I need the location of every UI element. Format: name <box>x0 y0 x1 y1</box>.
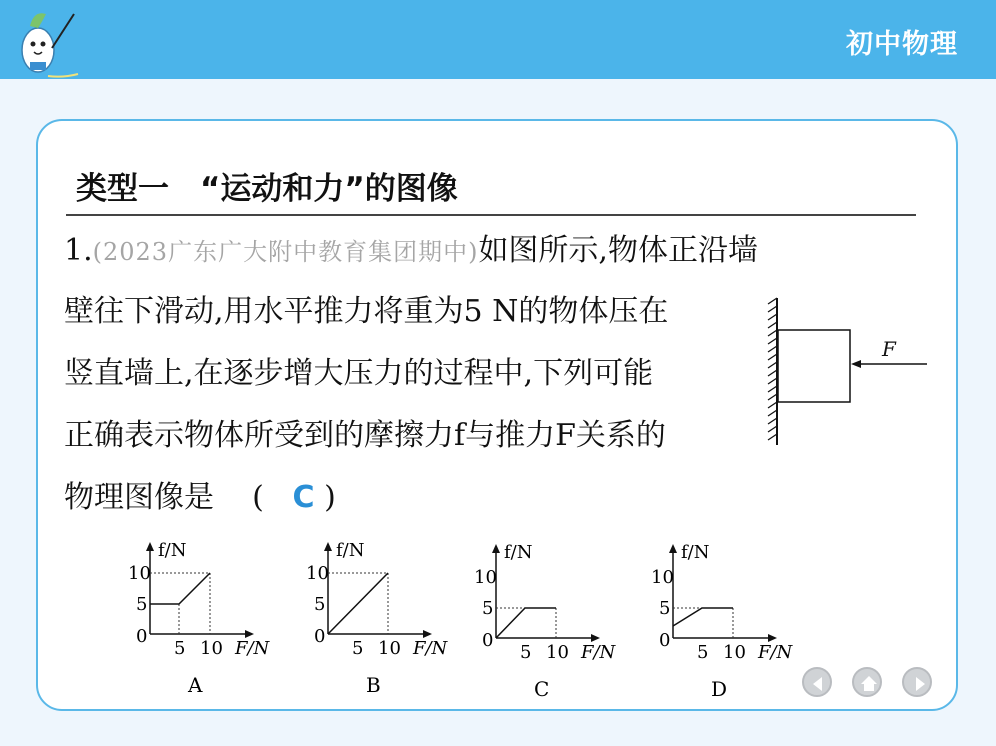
graph-a-xtick-5: 5 <box>174 638 186 659</box>
graph-d-ytick-10: 10 <box>651 567 674 588</box>
graph-c-xtick-5: 5 <box>520 642 532 663</box>
graph-b-ytick-0: 0 <box>314 626 326 647</box>
graph-d-xtick-5: 5 <box>697 642 709 663</box>
question-text-5: 物理图像是 <box>64 480 214 515</box>
graph-b-ytick-10: 10 <box>306 563 329 584</box>
graph-b-ytick-5: 5 <box>314 594 326 615</box>
question-source: (2023广东广大附中教育集团期中) <box>92 238 479 266</box>
graph-d-ylabel: f/N <box>681 542 710 563</box>
graph-d-ytick-5: 5 <box>659 598 671 619</box>
title-divider <box>66 214 916 216</box>
header-bar <box>0 0 996 79</box>
block <box>778 330 850 402</box>
graph-b-xtick-10: 10 <box>378 638 401 659</box>
graph-c-xlabel: F/N <box>581 642 616 663</box>
graph-b-ylabel: f/N <box>336 540 365 561</box>
home-icon <box>854 669 884 699</box>
graph-a-ylabel: f/N <box>158 540 187 561</box>
graph-b-xlabel: F/N <box>413 638 448 659</box>
graph-b-label: B <box>366 673 381 697</box>
graph-b-curve <box>328 573 388 634</box>
subject-title: 初中物理 <box>846 29 958 60</box>
force-label: F <box>882 337 896 361</box>
graph-c-curve <box>496 608 556 638</box>
graph-c-ytick-5: 5 <box>482 598 494 619</box>
next-button[interactable] <box>902 667 932 697</box>
graph-c-ytick-0: 0 <box>482 630 494 651</box>
graph-c-xtick-10: 10 <box>546 642 569 663</box>
answer-bracket-close: ) <box>324 480 336 515</box>
graph-d-label: D <box>711 677 728 701</box>
section-title: 类型一 “运动和力”的图像 <box>76 171 458 207</box>
graph-d-curve <box>673 608 733 626</box>
graph-b-xtick-5: 5 <box>352 638 364 659</box>
question-text-1: 如图所示,物体正沿墙 <box>478 233 758 268</box>
mascot-logo-icon <box>8 2 88 82</box>
graph-c-ylabel: f/N <box>504 542 533 563</box>
next-icon <box>904 669 934 699</box>
wall-hatching <box>768 298 777 440</box>
graph-c <box>466 536 626 706</box>
graph-a-ytick-5: 5 <box>136 594 148 615</box>
prev-icon <box>804 669 834 699</box>
graph-d-xtick-10: 10 <box>723 642 746 663</box>
home-button[interactable] <box>852 667 882 697</box>
graph-b <box>298 534 458 704</box>
question-line-4: 正确表示物体所受到的摩擦力f与推力F关系的 <box>64 418 666 453</box>
wall-block-figure <box>762 290 937 450</box>
graph-a-label: A <box>188 673 203 697</box>
graph-a <box>120 534 280 704</box>
graph-a-curve <box>150 573 210 604</box>
graph-a-ytick-10: 10 <box>128 563 151 584</box>
question-line-5 <box>64 478 336 518</box>
graph-d-xlabel: F/N <box>758 642 793 663</box>
question-line-1 <box>64 231 758 272</box>
question-line-2: 壁往下滑动,用水平推力将重为5 N的物体压在 <box>64 294 669 329</box>
answer-bracket-open: ( <box>252 480 264 515</box>
graph-d <box>643 536 803 706</box>
prev-button[interactable] <box>802 667 832 697</box>
graph-a-ytick-0: 0 <box>136 626 148 647</box>
graph-a-xtick-10: 10 <box>200 638 223 659</box>
answer: C <box>292 480 315 515</box>
graph-c-label: C <box>534 677 550 701</box>
question-line-3: 竖直墙上,在逐步增大压力的过程中,下列可能 <box>64 356 654 391</box>
graph-d-ytick-0: 0 <box>659 630 671 651</box>
graph-a-xlabel: F/N <box>235 638 270 659</box>
question-number: 1. <box>64 233 93 268</box>
graph-c-ytick-10: 10 <box>474 567 497 588</box>
